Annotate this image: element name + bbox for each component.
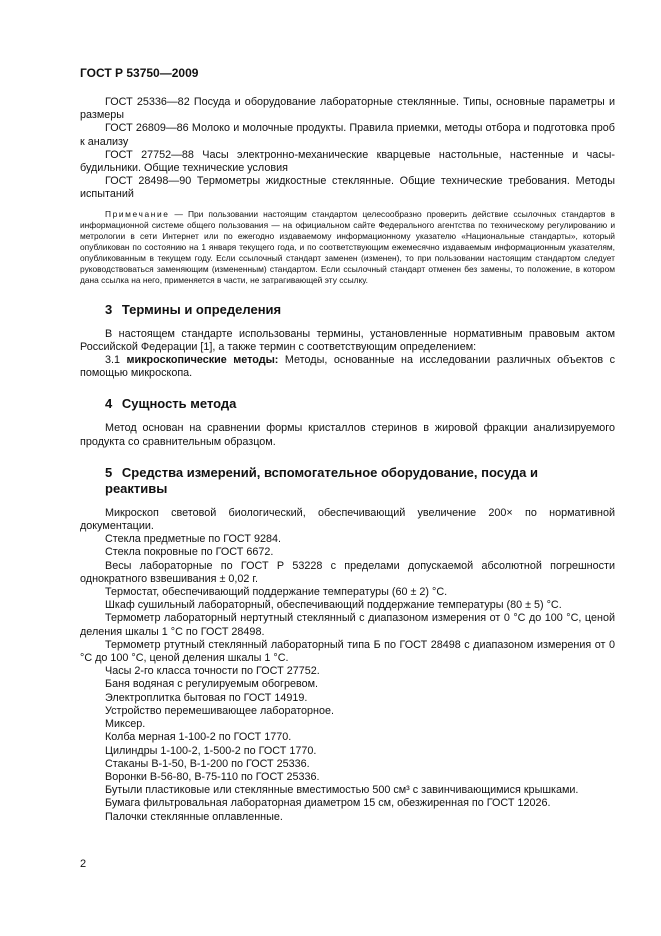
note-text: — При пользовании настоящим стандартом целесообразно проверить действие ссылочных стандартов в информационной системе общего пользования — на официальном сайте Федерального агентства по техническому регулированию и метрологии в сети Интернет или по ежегодно издаваемому информационному указателю «Национальные стандарты», который опубликован по состоянию на 1 января текущего года, и по соответствующим ежемесячно издаваемым информационным указателям, опубликованным в текущем году. Если ссылочный стандарт заменен (изменен), то при пользовании настоящим стандартом следует руководствоваться заменяющим (измененным) стандартом. Если ссылочный стандарт отменен без замены, то положение, в котором дана ссылка на него, применяется в части, не затрагивающей эту ссылку. (80, 208, 616, 285)
definition-text: Методы, основанные на исследовании различных объектов с помощью микроскопа. (80, 354, 615, 380)
definition-term: микроскопические методы: (126, 354, 279, 367)
list-item: Часы 2-го класса точности по ГОСТ 27752. (105, 665, 320, 678)
definition-number: 3.1 (105, 354, 121, 367)
list-item: Бумага фильтровальная лабораторная диаметром 15 см, обезжиренная по ГОСТ 12026. (105, 797, 551, 810)
list-item: Термометр ртутный стеклянный лабораторный типа Б по ГОСТ 28498 с диапазоном измерения от 0 °С до 100 °С, ценой деления шкалы 1 °С. (80, 638, 615, 665)
section-3-heading (105, 302, 615, 318)
section-number: 4 (105, 396, 113, 412)
reference-item: ГОСТ 28498—90 Термометры жидкостные стеклянные. Общие технические требования. Методы испытаний (80, 175, 615, 201)
section-3-intro: В настоящем стандарте использованы термины, установленные нормативным правовым актом Российской Федерации [1], а также термин с соответствующим определением: (80, 327, 615, 353)
section-5-heading (105, 465, 545, 497)
list-item: Микроскоп световой биологический, обеспечивающий увеличение 200× по нормативной документации. (80, 506, 615, 533)
section-title: Сущность метода (121, 396, 237, 412)
page-number: 2 (80, 858, 87, 870)
section-title: Термины и определения (121, 301, 282, 317)
note-label: Примечание (105, 208, 170, 219)
list-item: Электроплитка бытовая по ГОСТ 14919. (105, 691, 308, 704)
list-item: Баня водяная с регулируемым обогревом. (105, 678, 319, 691)
list-item: Бутыли пластиковые или стеклянные вместимостью 500 см³ с завинчивающимися крышками. (105, 784, 579, 797)
definition-3-1 (80, 354, 615, 380)
note (80, 209, 615, 286)
section-4-text: Метод основан на сравнении формы кристаллов стеринов в жировой фракции анализируемого продукта со сравнительным образцом. (80, 422, 615, 448)
list-item: Термостат, обеспечивающий поддержание температуры (60 ± 2) °С. (105, 586, 448, 599)
reference-item: ГОСТ 25336—82 Посуда и оборудование лабораторные стеклянные. Типы, основные параметры и размеры (80, 96, 615, 122)
list-item: Устройство перемешивающее лабораторное. (105, 704, 335, 717)
section-title: Средства измерений, вспомогательное оборудование, посуда и реактивы (105, 464, 538, 496)
equipment-list (80, 507, 615, 824)
list-item: Стекла покровные по ГОСТ 6672. (105, 546, 274, 559)
reference-item: ГОСТ 26809—86 Молоко и молочные продукты. Правила приемки, методы отбора и подготовка проб к анализу (80, 122, 615, 148)
list-item: Цилиндры 1-100-2, 1-500-2 по ГОСТ 1770. (105, 744, 317, 757)
list-item: Воронки В-56-80, В-75-110 по ГОСТ 25336. (105, 770, 320, 783)
list-item: Шкаф сушильный лабораторный, обеспечивающий поддержание температуры (80 ± 5) °С. (105, 599, 562, 612)
list-item: Весы лабораторные по ГОСТ Р 53228 с пределами допускаемой абсолютной погрешности однократного взвешивания ± 0,02 г. (80, 559, 615, 585)
document-header: ГОСТ Р 53750—2009 (80, 66, 199, 80)
section-number: 3 (105, 301, 113, 317)
list-item: Термометр лабораторный нертутный стеклянный с диапазоном измерения от 0 °С до 100 °С, ценой деления шкалы 1 °С по ГОСТ 28498. (80, 612, 615, 638)
list-item: Палочки стеклянные оплавленные. (105, 810, 283, 823)
references-list (80, 96, 615, 202)
list-item: Стекла предметные по ГОСТ 9284. (105, 533, 281, 546)
list-item: Стаканы В-1-50, В-1-200 по ГОСТ 25336. (105, 757, 310, 770)
list-item: Миксер. (105, 718, 146, 731)
reference-item: ГОСТ 27752—88 Часы электронно-механические кварцевые настольные, настенные и часы-будильники. Общие технические условия (80, 148, 615, 175)
list-item: Колба мерная 1-100-2 по ГОСТ 1770. (105, 731, 292, 744)
section-4-heading (105, 396, 615, 412)
page-content (80, 96, 615, 824)
section-number: 5 (105, 464, 113, 480)
